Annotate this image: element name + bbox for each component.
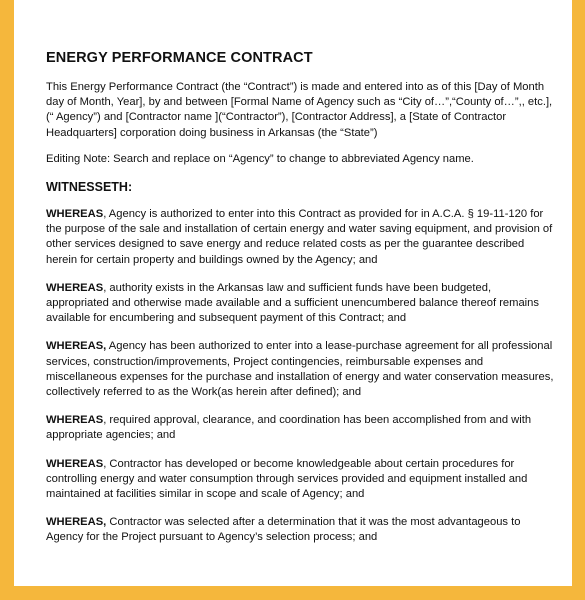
whereas-text: , required approval, clearance, and coordination has been accomplished from and with appropriate agencies; and: [46, 414, 532, 442]
whereas-clause-2: [46, 281, 554, 327]
whereas-clause-6: [46, 515, 554, 545]
whereas-keyword: WHEREAS: [46, 414, 104, 427]
whereas-text: , authority exists in the Arkansas law and sufficient funds have been budgeted, appropriated and otherwise made available and a sufficient unencumbered balance thereof remains available for encumbering and subsequent payment of this Contract; and: [46, 281, 539, 325]
whereas-clause-3: [46, 339, 554, 400]
whereas-clause-5: [46, 457, 554, 503]
witnesseth-heading: WITNESSETH:: [46, 180, 133, 195]
whereas-text: , Contractor has developed or become knowledgeable about certain procedures for controlling energy and water consumption through services provided and equipment installed and maintained at facilities similar in scope and scale of Agency; and: [46, 457, 528, 501]
whereas-clause-4: [46, 413, 554, 443]
whereas-keyword: WHEREAS: [46, 457, 104, 470]
document-page: [14, 0, 572, 586]
whereas-text: Agency has been authorized to enter into a lease-purchase agreement for all professional services, construction/improvements, Project contingencies, reimbursable expenses and miscellaneous expenses for the purchase and installation of energy and water conservation measures, collectively referred to as the Work(as herein after defined); and: [46, 340, 554, 399]
editing-note: Editing Note: Search and replace on “Agency” to change to abbreviated Agency name.: [46, 152, 474, 165]
whereas-text: Contractor was selected after a determination that it was the most advantageous to Agency for the Project pursuant to Agency’s selection process; and: [46, 516, 521, 544]
whereas-keyword: WHEREAS: [46, 208, 104, 221]
intro-paragraph: This Energy Performance Contract (the “Contract”) is made and entered into as of this [Day of Month day of Month, Year], by and between [Formal Name of Agency such as “City of…”,“County of…”,, etc.], (“ Agency”) and [Contractor name ](“Contractor”), [Contractor Address], a [State of Contractor Headquarters] corporation doing business in Arkansas (the “State”): [46, 81, 553, 139]
whereas-keyword: WHEREAS,: [46, 516, 107, 529]
document-title: ENERGY PERFORMANCE CONTRACT: [46, 50, 313, 66]
whereas-clause-1: [46, 207, 554, 268]
whereas-keyword: WHEREAS,: [46, 340, 107, 353]
whereas-text: , Agency is authorized to enter into this Contract as provided for in A.C.A. § 19-11-120 for the purpose of the sale and installation of certain energy and water saving equipment, and provision of other services designed to save energy and reduce related costs as per the guarantee described herein for certain property and buildings owned by the Agency; and: [46, 208, 553, 266]
whereas-keyword: WHEREAS: [46, 281, 104, 294]
